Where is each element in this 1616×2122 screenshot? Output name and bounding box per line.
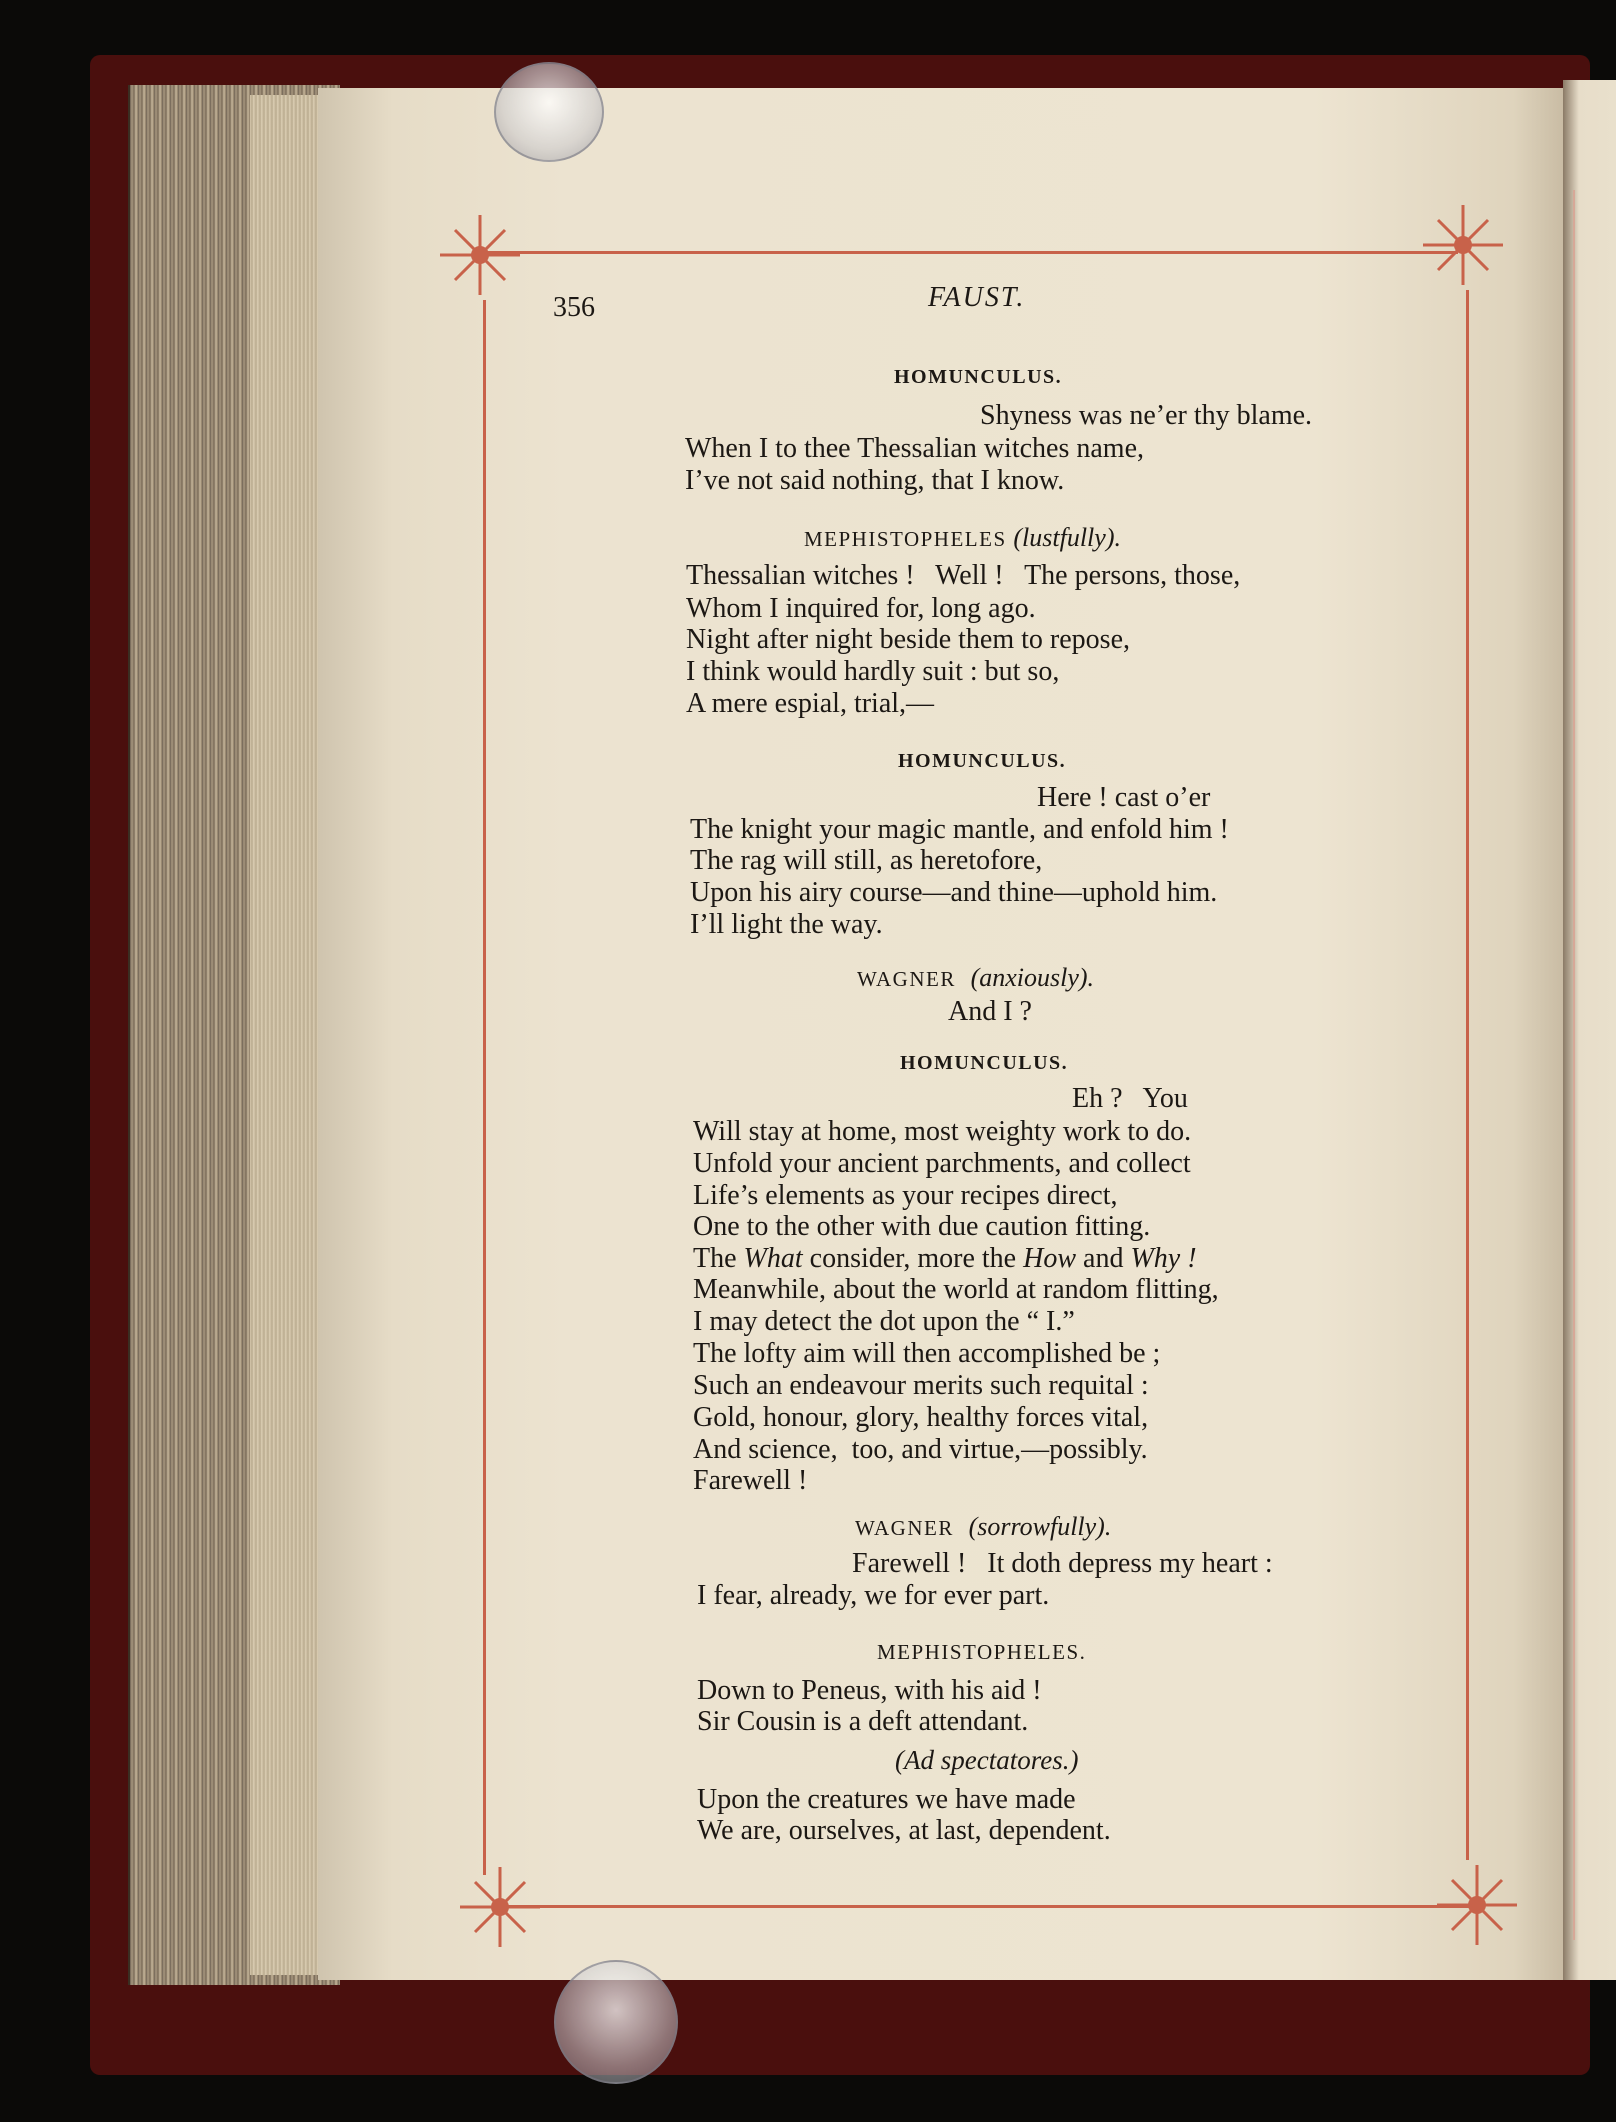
corner-ornament-bottom-left xyxy=(455,1862,545,1952)
verse-line: We are, ourselves, at last, dependent. xyxy=(697,1815,1111,1846)
verse-line: Down to Peneus, with his aid ! xyxy=(697,1675,1042,1706)
verse-line: Unfold your ancient parchments, and collect xyxy=(693,1148,1191,1179)
verse-line: Eh ? You xyxy=(1072,1083,1188,1114)
verse-line: The lofty aim will then accomplished be ; xyxy=(693,1338,1161,1369)
verse-line: Thessalian witches ! Well ! The persons, those, xyxy=(686,560,1241,591)
verse-line: Whom I inquired for, long ago. xyxy=(686,593,1036,624)
running-title: FAUST. xyxy=(928,282,1026,313)
verse-line: I think would hardly suit : but so, xyxy=(686,656,1060,687)
verse-line: Gold, honour, glory, healthy forces vital, xyxy=(693,1402,1149,1433)
stage-direction: (Ad spectatores.) xyxy=(895,1745,1079,1775)
verse-line: When I to thee Thessalian witches name, xyxy=(685,433,1144,464)
verse-line: Farewell ! xyxy=(693,1465,808,1496)
italic-word: How xyxy=(1023,1243,1077,1274)
facing-page-rule xyxy=(1573,190,1575,1940)
verse-line: Such an endeavour merits such requital : xyxy=(693,1370,1149,1401)
stage-direction: (lustfully). xyxy=(1013,523,1121,552)
book-clip-bottom xyxy=(554,1960,678,2084)
verse-line: Upon the creatures we have made xyxy=(697,1784,1076,1815)
verse-line xyxy=(693,1243,1197,1275)
corner-ornament-top-right xyxy=(1418,200,1508,290)
speaker-heading: HOMUNCULUS. xyxy=(900,1052,1069,1074)
text-run: and xyxy=(1076,1243,1131,1274)
verse-line: A mere espial, trial,— xyxy=(686,688,935,719)
italic-word: Why ! xyxy=(1130,1243,1197,1274)
verse-line: I’ll light the way. xyxy=(690,909,883,940)
verse-line: Night after night beside them to repose, xyxy=(686,624,1130,655)
stage-direction: (sorrowfully). xyxy=(968,1512,1112,1541)
speaker-heading xyxy=(804,523,1121,553)
verse-line: Upon his airy course—and thine—uphold him. xyxy=(690,877,1218,908)
speaker-heading: HOMUNCULUS. xyxy=(898,750,1067,772)
frame-bottom-rule xyxy=(502,1905,1472,1908)
verse-line: And science, too, and virtue,—possibly. xyxy=(693,1434,1148,1465)
speaker-heading xyxy=(855,1512,1111,1542)
verse-line: I’ve not said nothing, that I know. xyxy=(685,465,1065,496)
verse-line: Shyness was ne’er thy blame. xyxy=(980,400,1313,431)
verse-line: Meanwhile, about the world at random flitting, xyxy=(693,1274,1219,1305)
speaker-name: WAGNER xyxy=(855,1516,954,1540)
speaker-name: MEPHISTOPHELES xyxy=(804,527,1007,551)
text-run: The xyxy=(693,1243,744,1274)
verse-line: I may detect the dot upon the “ I.” xyxy=(693,1306,1075,1337)
speaker-heading: MEPHISTOPHELES. xyxy=(877,1640,1087,1664)
verse-line: I fear, already, we for ever part. xyxy=(697,1580,1050,1611)
speaker-name: WAGNER xyxy=(857,967,956,991)
speaker-heading xyxy=(857,963,1094,993)
verse-line: Life’s elements as your recipes direct, xyxy=(693,1180,1118,1211)
verse-line: Farewell ! It doth depress my heart : xyxy=(852,1548,1273,1579)
stage-direction: (anxiously). xyxy=(970,963,1095,992)
verse-line: And I ? xyxy=(948,996,1032,1027)
verse-line: The knight your magic mantle, and enfold him ! xyxy=(690,814,1229,845)
speaker-heading: HOMUNCULUS. xyxy=(894,366,1063,388)
corner-ornament-bottom-right xyxy=(1432,1860,1522,1950)
verse-line: Will stay at home, most weighty work to do. xyxy=(693,1116,1192,1147)
italic-word: What xyxy=(743,1243,803,1274)
page-number: 356 xyxy=(553,292,595,323)
verse-line: Sir Cousin is a deft attendant. xyxy=(697,1706,1029,1737)
facing-page-edge xyxy=(1563,80,1616,1980)
book-clip-top xyxy=(494,62,604,162)
frame-right-rule xyxy=(1466,290,1469,1860)
frame-top-rule xyxy=(478,251,1458,254)
corner-ornament-top-left xyxy=(435,210,525,300)
text-run: consider, more the xyxy=(802,1243,1024,1274)
frame-left-rule xyxy=(483,300,486,1875)
verse-line: The rag will still, as heretofore, xyxy=(690,845,1043,876)
verse-line: One to the other with due caution fitting. xyxy=(693,1211,1151,1242)
verse-line: Here ! cast o’er xyxy=(1037,782,1211,813)
